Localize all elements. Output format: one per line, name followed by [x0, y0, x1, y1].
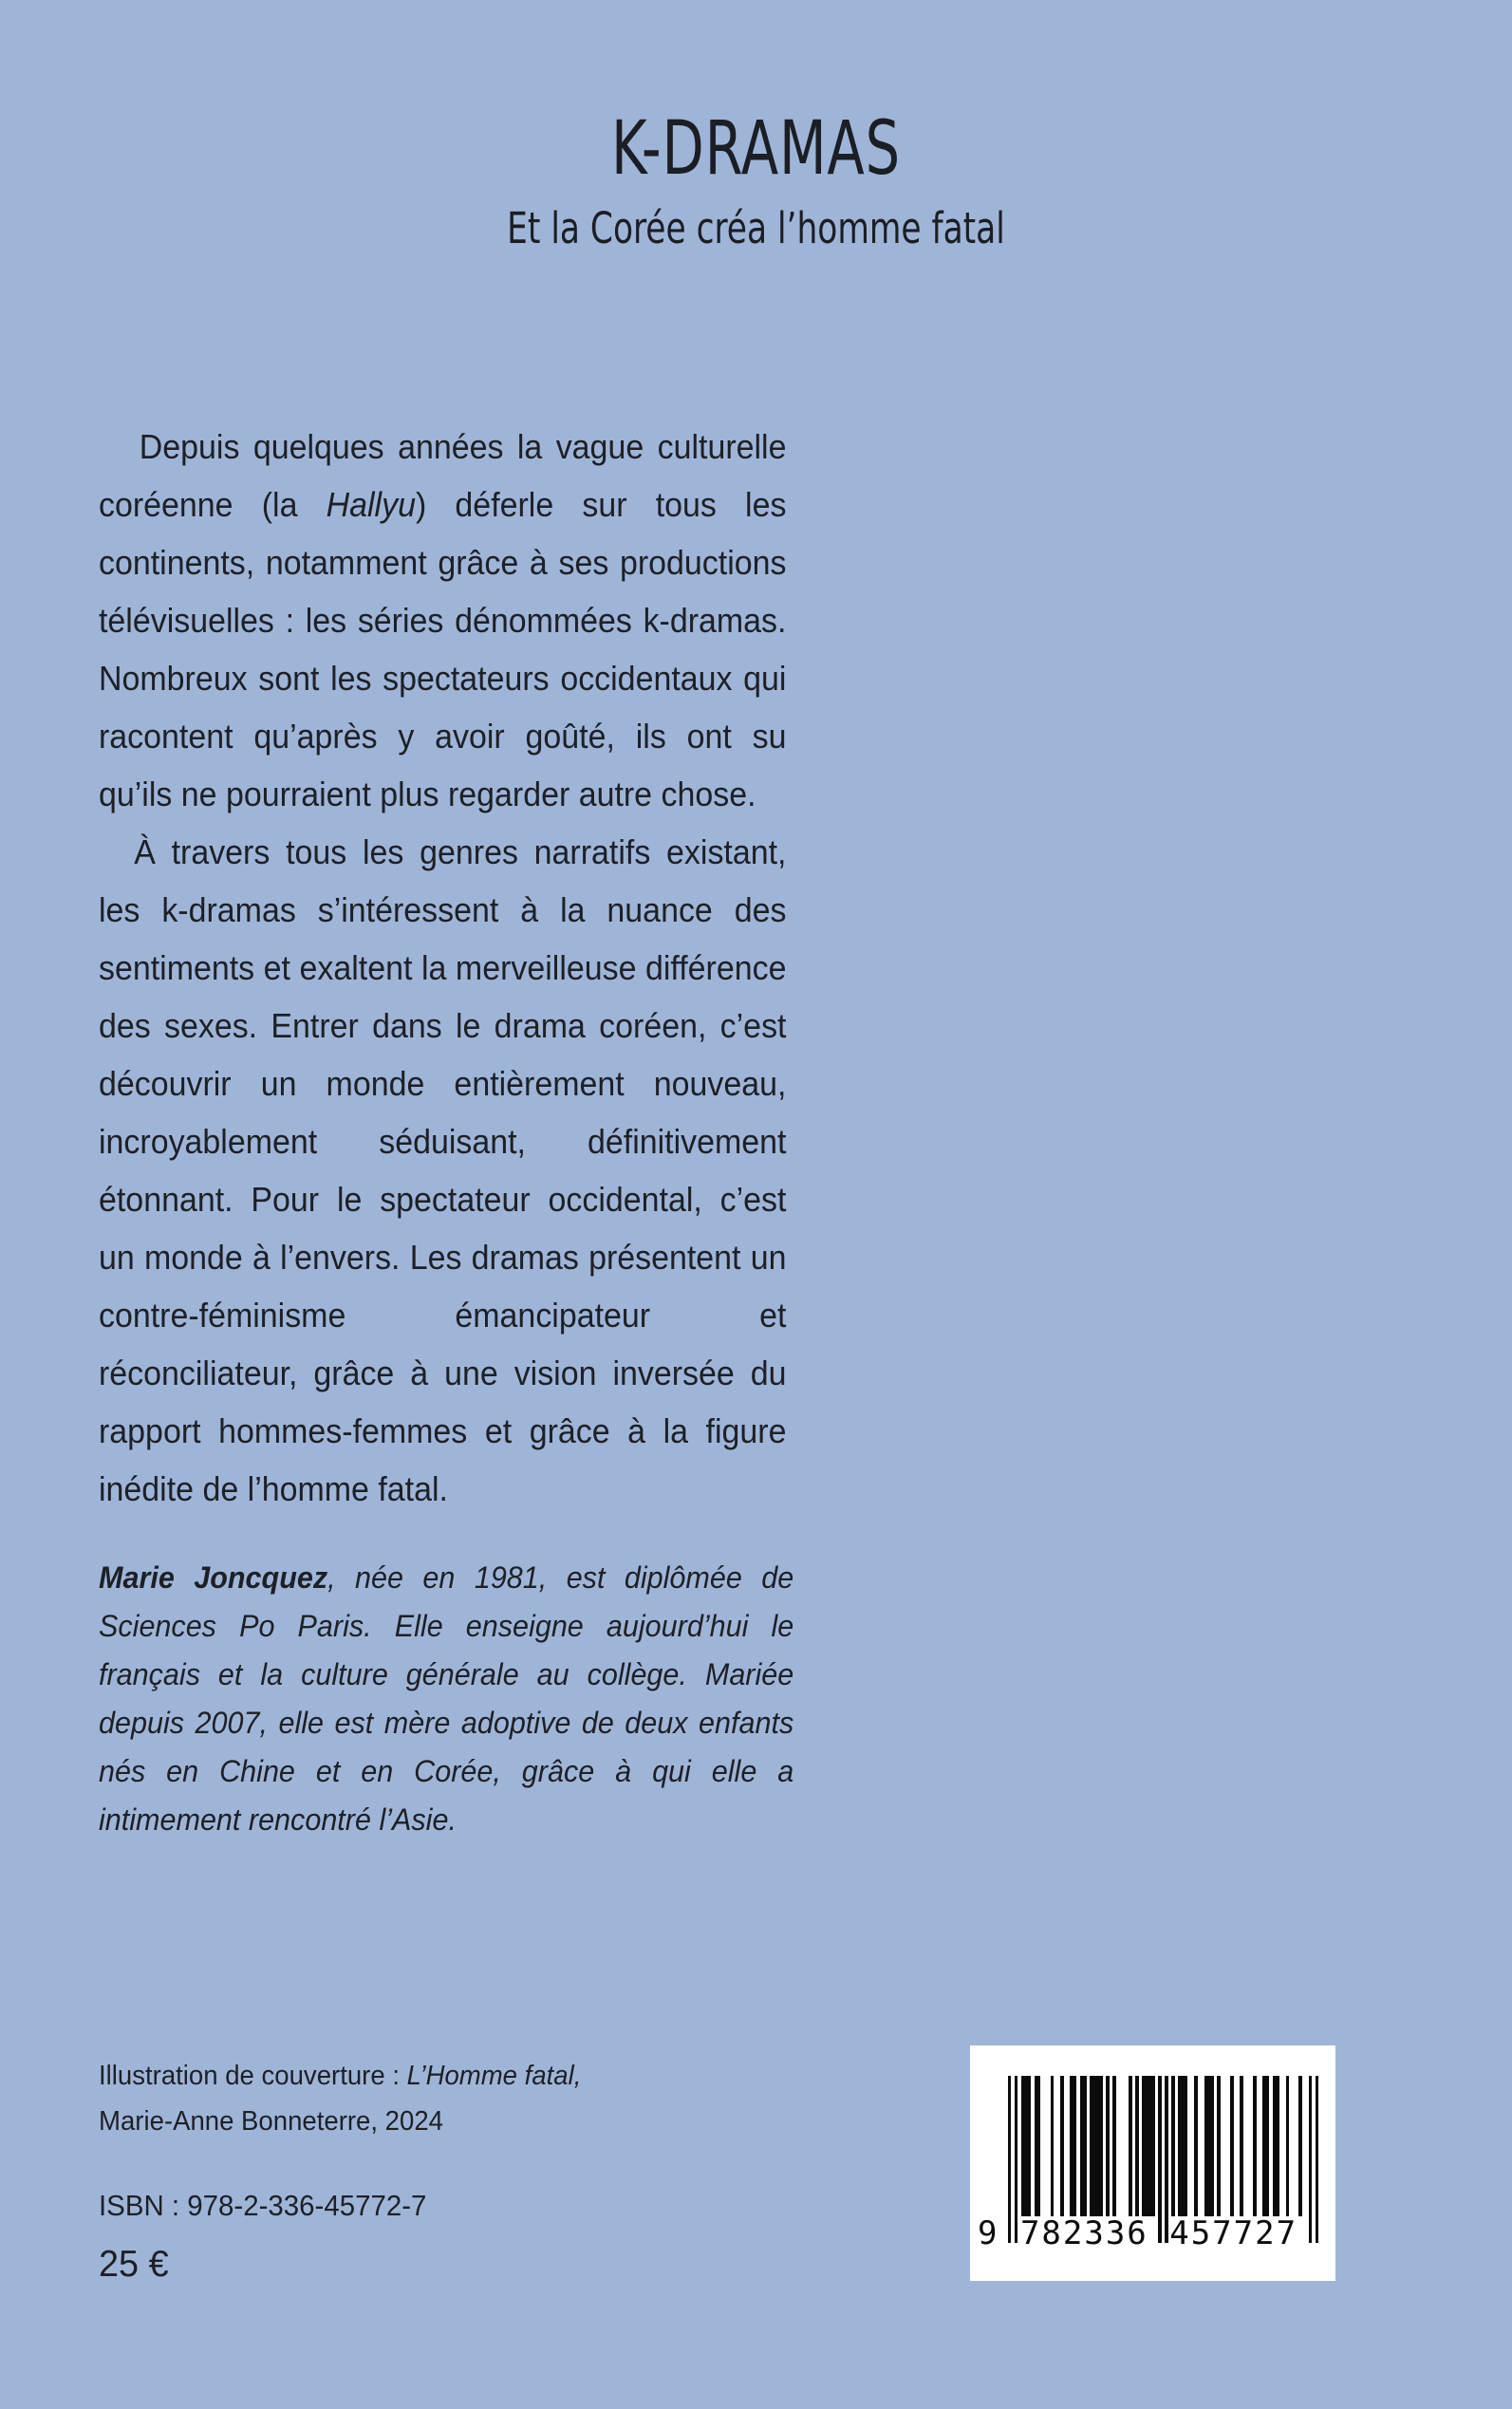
- blurb-p1-rest: ) déferle sur tous les continents, notamment grâce à ses productions télévisuelles : les séries dénommées k-dramas. Nombreux sont les spectateurs occidentaux qui racontent qu’après y avoir goûté, ils ont su qu’ils ne pourraient plus regarder autre chose.: [99, 485, 787, 813]
- author-bio-text: , née en 1981, est diplômée de Sciences Po Paris. Elle enseigne aujourd’hui le français et la culture générale au collège. Mariée depuis 2007, elle est mère adoptive de deux enfants nés en Chine et en Corée, grâce à qui elle a intimement rencontré l’Asie.: [99, 1560, 794, 1837]
- page-title: K-DRAMAS: [611, 106, 901, 192]
- page-subtitle: Et la Corée créa l’homme fatal: [507, 203, 1005, 253]
- hallyu-italic: Hallyu: [326, 485, 416, 524]
- author-bio: [99, 1554, 793, 1844]
- illustration-label: Illustration de couverture :: [99, 2061, 407, 2091]
- isbn-text: ISBN : 978-2-336-45772-7: [99, 2189, 427, 2222]
- barcode-bars: [1008, 2076, 1318, 2218]
- blurb-paragraph-2: À travers tous les genres narratifs existant, les k-dramas s’intéressent à la nuance des sentiments et exaltent la merveilleuse différence des sexes. Entrer dans le drama coréen, c’est découvrir un monde entièrement nouveau, incroyablement séduisant, définitivement étonnant. Pour le spectateur occidental, c’est un monde à l’envers. Les dramas présentent un contre-féminisme émancipateur et réconciliateur, grâce à une vision inversée du rapport hommes-femmes et grâce à la figure inédite de l’homme fatal.: [99, 832, 787, 1508]
- barcode-inner: [978, 2076, 1318, 2262]
- blurb-p1-lead: Depuis quelques années la vague culturelle coréenne (la: [99, 427, 787, 524]
- illustrator-name: Marie-Anne Bonneterre, 2024: [99, 2106, 443, 2137]
- barcode: [970, 2045, 1335, 2281]
- blurb-paragraph-1: [99, 418, 786, 823]
- price-text: 25 €: [99, 2244, 169, 2285]
- author-name: Marie Joncquez: [99, 1560, 328, 1595]
- barcode-digits: 9 782336 457727: [978, 2214, 1298, 2252]
- cover-header: [0, 106, 1512, 253]
- blurb-text: [99, 418, 786, 1518]
- illustration-work-title: L’Homme fatal,: [406, 2061, 582, 2091]
- illustration-credit: [99, 2053, 676, 2144]
